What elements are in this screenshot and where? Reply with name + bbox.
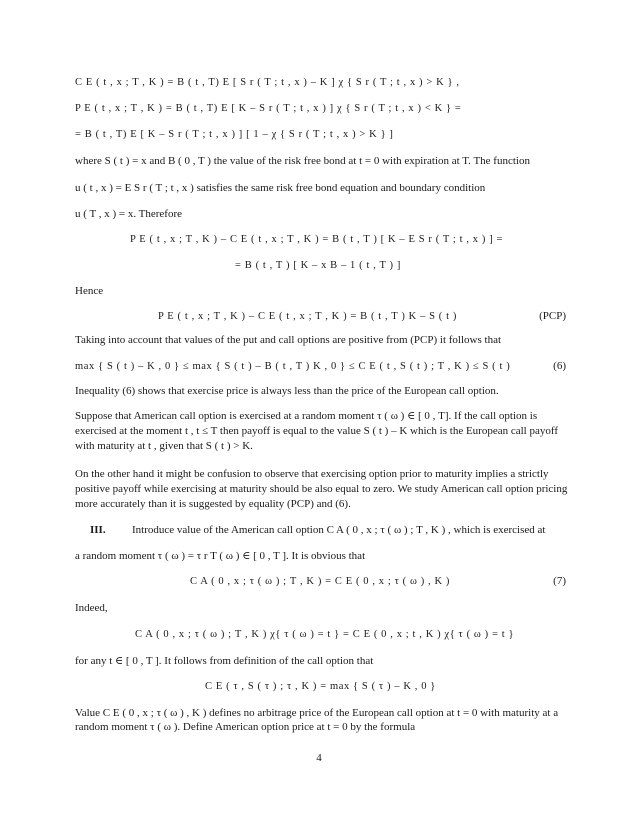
- paragraph-for-any-t: for any t ∈ [ 0 , T ]. It follows from definition of the call option that: [75, 655, 374, 667]
- equation-7: C A ( 0 , x ; τ ( ω ) ; T , K ) = C E ( 0 , x ; τ ( ω ) , K ): [190, 576, 450, 587]
- section-number: III.: [90, 524, 106, 536]
- section-intro: Introduce value of the American call option C A ( 0 , x ; τ ( ω ) ; T , K ) , which is exercised at: [132, 524, 546, 536]
- equation-put-expanded: = B ( t , T) E [ K – S r ( T ; t , x ) ] [ 1 – χ { S r ( T ; t , x ) > K } ]: [75, 129, 394, 140]
- text-hence: Hence: [75, 285, 104, 297]
- equation-label-7: (7): [553, 575, 566, 587]
- equation-label-6: (6): [553, 360, 566, 372]
- page-number: 4: [316, 752, 322, 764]
- paragraph-american-exercise: Suppose that American call option is exercised at a random moment τ ( ω ) ∈ [ 0 , T]. If the call option is exercised at the moment t , t ≤ T then payoff is equal to the value S ( t ) – K which is the European call payoff with maturity at t , given that S ( t ) > K.: [75, 410, 558, 452]
- equation-inequality-6: max { S ( t ) – K , 0 } ≤ max { S ( t ) – B ( t , T ) K , 0 } ≤ C E ( t , S ( t ) ; T , K ) ≤ S ( t ): [75, 361, 511, 372]
- paragraph-confusion: On the other hand it might be confusion to observe that exercising option prior to maturity implies a strictly positive payoff while exercising at maturity should be also equal to zero. We study American call option pricing more accurately than it is suggested by equality (PCP) and (6).: [75, 468, 568, 510]
- paragraph-where: where S ( t ) = x and B ( 0 , T ) the value of the risk free bond at t = 0 with expiration at T. The function: [75, 155, 530, 167]
- equation-put-call-difference: P E ( t , x ; T , K ) – C E ( t , x ; T , K ) = B ( t , T ) [ K – E S r ( T ; t , x ) ] =: [130, 234, 504, 245]
- equation-label-pcp: (PCP): [539, 310, 566, 322]
- paragraph-boundary: u ( T , x ) = x. Therefore: [75, 208, 183, 220]
- equation-put-value: P E ( t , x ; T , K ) = B ( t , T) E [ K – S r ( T ; t , x ) ] χ { S r ( T ; t , x ) < K } =: [75, 103, 462, 114]
- paragraph-define-american: Value C E ( 0 , x ; τ ( ω ) , K ) defines no arbitrage price of the European call option at t = 0 with maturity at a random moment τ ( ω ). Define American option price at t = 0 by the formula: [75, 707, 559, 733]
- text-indeed: Indeed,: [75, 602, 108, 614]
- equation-call-payoff: C E ( τ , S ( τ ) ; τ , K ) = max { S ( τ ) – K , 0 }: [205, 681, 436, 692]
- equation-call-value: C E ( t , x ; T , K ) = B ( t , T) E [ S r ( T ; t , x ) – K ] χ { S r ( T ; t , x ) > K } ,: [75, 77, 460, 88]
- paragraph-inequality-6: Inequality (6) shows that exercise price is always less than the price of the European call option.: [75, 385, 499, 397]
- paragraph-taking-into-account: Taking into account that values of the put and call options are positive from (PCP) it follows that: [75, 334, 502, 346]
- equation-pcp: P E ( t , x ; T , K ) – C E ( t , x ; T , K ) = B ( t , T ) K – S ( t ): [158, 311, 457, 322]
- paragraph-random-moment: a random moment τ ( ω ) = τ r T ( ω ) ∈ [ 0 , T ]. It is obvious that: [75, 550, 366, 562]
- paragraph-function-u: u ( t , x ) = E S r ( T ; t , x ) satisfies the same risk free bond equation and boundary condition: [75, 182, 486, 194]
- equation-put-call-result: = B ( t , T ) [ K – x B – 1 ( t , T ) ]: [235, 260, 401, 271]
- equation-indicator: C A ( 0 , x ; τ ( ω ) ; T , K ) χ{ τ ( ω ) = t } = C E ( 0 , x ; t , K ) χ{ τ ( ω ) = t }: [135, 629, 515, 640]
